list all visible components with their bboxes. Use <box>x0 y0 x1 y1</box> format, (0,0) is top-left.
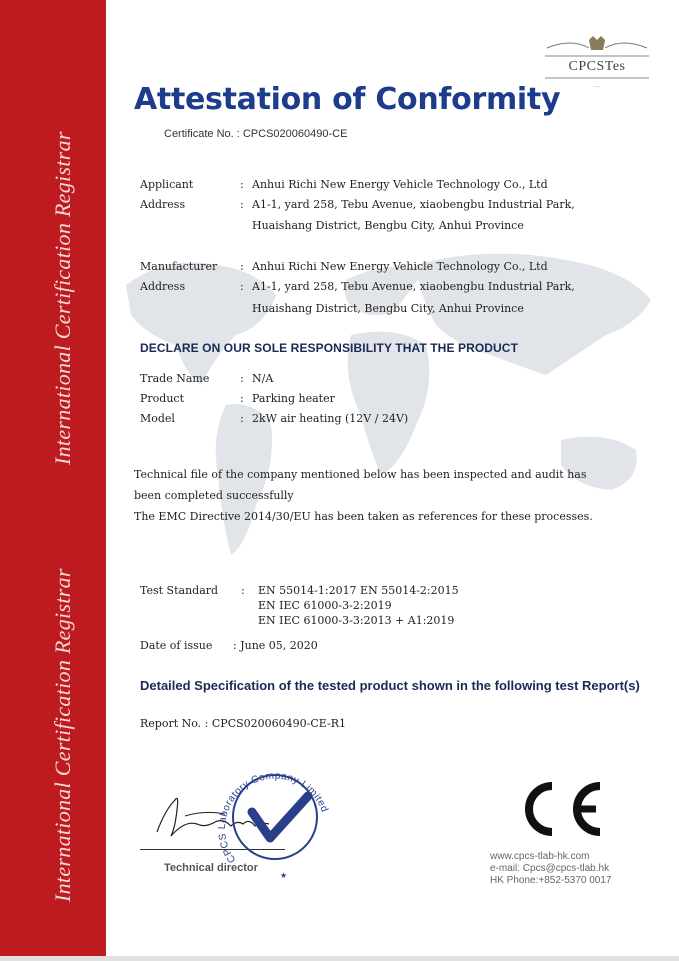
applicant-address-colon: : <box>240 198 244 211</box>
technical-line-2: been completed successfully <box>134 489 294 502</box>
test-standard-colon: : <box>241 584 245 597</box>
red-sidebar <box>0 0 106 956</box>
report-number: Report No. : CPCS020060490-CE-R1 <box>140 717 347 730</box>
manufacturer-address-line1: A1-1, yard 258, Tebu Avenue, xiaobengbu Industrial Park, <box>252 280 575 293</box>
model-colon: : <box>240 412 244 425</box>
product-label: Product <box>140 392 184 405</box>
applicant-colon: : <box>240 178 244 191</box>
ce-mark-icon <box>516 778 608 840</box>
model-label: Model <box>140 412 175 425</box>
sidebar-text-lower: International Certification Registrar <box>50 568 75 902</box>
applicant-address-line2: Huaishang District, Bengbu City, Anhui Province <box>252 219 524 232</box>
applicant-address-label: Address <box>140 198 186 211</box>
manufacturer-address-line2: Huaishang District, Bengbu City, Anhui Province <box>252 302 524 315</box>
contact-email: e-mail: Cpcs@cpcs-tlab.hk <box>490 863 610 874</box>
manufacturer-address-label: Address <box>140 280 186 293</box>
product-colon: : <box>240 392 244 405</box>
declare-heading: DECLARE ON OUR SOLE RESPONSIBILITY THAT THE PRODUCT <box>140 341 519 355</box>
contact-phone: HK Phone:+852-5370 0017 <box>490 875 612 886</box>
trade-name-label: Trade Name <box>140 372 210 385</box>
technical-director-label: Technical director <box>164 862 258 874</box>
world-map-watermark <box>106 225 679 585</box>
test-standard-line-2: EN IEC 61000-3-2:2019 <box>258 599 392 612</box>
manufacturer-colon: : <box>240 260 244 273</box>
product-value: Parking heater <box>252 392 335 405</box>
date-of-issue-label: Date of issue <box>140 639 213 652</box>
svg-text:★: ★ <box>280 871 288 880</box>
logo-text: CPCSTes <box>568 59 626 74</box>
manufacturer-value: Anhui Richi New Energy Vehicle Technology Co., Ltd <box>252 260 548 273</box>
test-standard-line-3: EN IEC 61000-3-3:2013 + A1:2019 <box>258 614 455 627</box>
manufacturer-address-colon: : <box>240 280 244 293</box>
model-value: 2kW air heating (12V / 24V) <box>252 412 409 425</box>
page-title: Attestation of Conformity <box>134 82 561 117</box>
contact-info <box>490 851 612 887</box>
contact-website: www.cpcs-tlab-hk.com <box>490 851 590 862</box>
trade-name-colon: : <box>240 372 244 385</box>
sidebar-text-upper: International Certification Registrar <box>50 131 75 465</box>
date-of-issue-value: : June 05, 2020 <box>233 639 318 652</box>
technical-line-1: Technical file of the company mentioned below has been inspected and audit has <box>134 468 587 481</box>
svg-text:~~~: ~~~ <box>593 84 601 89</box>
bottom-edge <box>0 956 679 961</box>
test-standard-label: Test Standard <box>140 584 219 597</box>
applicant-address-line1: A1-1, yard 258, Tebu Avenue, xiaobengbu Industrial Park, <box>252 198 575 211</box>
certificate-number: Certificate No. : CPCS020060490-CE <box>164 128 348 140</box>
trade-name-value: N/A <box>252 372 274 385</box>
technical-line-3: The EMC Directive 2014/30/EU has been taken as references for these processes. <box>134 510 593 523</box>
applicant-label: Applicant <box>140 178 194 191</box>
stamp-text: CPCS Laboratory Company Limited <box>216 770 330 865</box>
applicant-value: Anhui Richi New Energy Vehicle Technology Co., Ltd <box>252 178 548 191</box>
test-standard-line-1: EN 55014-1:2017 EN 55014-2:2015 <box>258 584 459 597</box>
detailed-specification-heading: Detailed Specification of the tested product shown in the following test Report(s) <box>140 678 640 693</box>
manufacturer-label: Manufacturer <box>140 260 218 273</box>
